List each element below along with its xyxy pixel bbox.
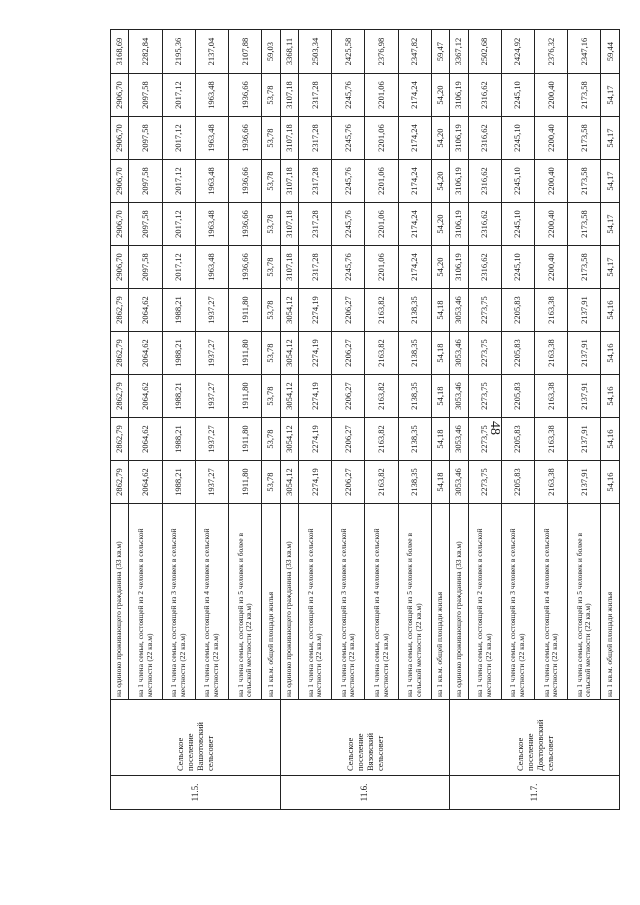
value-cell: 54,16 (601, 375, 620, 418)
tariff-table (110, 29, 620, 810)
value-cell: 3054,12 (280, 375, 298, 418)
value-cell: 2245,76 (332, 160, 365, 203)
value-cell: 2906,70 (111, 246, 129, 289)
value-cell: 2205,83 (501, 418, 534, 461)
value-cell: 2097,58 (129, 117, 162, 160)
value-cell: 2205,83 (501, 289, 534, 332)
value-cell: 54,18 (431, 375, 449, 418)
value-cell: 2200,40 (535, 117, 568, 160)
rotated-table-wrapper (110, 30, 620, 810)
value-cell: 54,20 (431, 160, 449, 203)
value-cell: 54,17 (601, 117, 620, 160)
category-cell: на 1 члена семьи, состоящей из 2 человек в сельской местности (22 кв.м) (468, 504, 501, 700)
page-number: 48 (487, 421, 502, 435)
value-cell: 2274,19 (299, 418, 332, 461)
value-cell: 2137,04 (195, 30, 228, 74)
value-cell: 2274,19 (299, 289, 332, 332)
value-cell: 2245,76 (332, 246, 365, 289)
value-cell: 2174,24 (398, 74, 431, 117)
category-cell: на 1 члена семьи, состоящей из 5 человек и более в сельской местности (22 кв.м) (568, 504, 601, 700)
value-cell: 3054,12 (280, 289, 298, 332)
table-row (229, 30, 262, 810)
value-cell: 2347,16 (568, 30, 601, 74)
value-cell: 2376,98 (365, 30, 398, 74)
value-cell: 2201,06 (365, 160, 398, 203)
value-cell: 2274,19 (299, 332, 332, 375)
value-cell: 1936,66 (229, 160, 262, 203)
value-cell: 1963,48 (195, 203, 228, 246)
category-cell: на одиноко проживающего гражданина (33 кв.м) (280, 504, 298, 700)
value-cell: 2017,12 (162, 203, 195, 246)
value-cell: 1988,21 (162, 461, 195, 504)
value-cell: 3107,18 (280, 246, 298, 289)
value-cell: 2862,79 (111, 289, 129, 332)
value-cell: 2174,24 (398, 117, 431, 160)
value-cell: 2163,82 (365, 461, 398, 504)
value-cell: 2862,79 (111, 332, 129, 375)
value-cell: 1988,21 (162, 375, 195, 418)
value-cell: 59,44 (601, 30, 620, 74)
value-cell: 2017,12 (162, 246, 195, 289)
value-cell: 54,16 (601, 461, 620, 504)
table-row (262, 30, 280, 810)
category-cell: на 1 кв.м. общей площади жилья (601, 504, 620, 700)
category-cell: на 1 члена семьи, состоящей из 3 человек в сельской местности (22 кв.м) (162, 504, 195, 700)
category-cell: на одиноко проживающего гражданина (33 кв.м) (111, 504, 129, 700)
value-cell: 1963,48 (195, 117, 228, 160)
value-cell: 1911,80 (229, 289, 262, 332)
value-cell: 54,16 (601, 418, 620, 461)
value-cell: 2173,58 (568, 246, 601, 289)
value-cell: 2200,40 (535, 203, 568, 246)
value-cell: 54,16 (601, 332, 620, 375)
value-cell: 2138,35 (398, 418, 431, 461)
value-cell: 2205,83 (501, 461, 534, 504)
category-cell: на 1 члена семьи, состоящей из 2 человек в сельской местности (22 кв.м) (129, 504, 162, 700)
value-cell: 59,47 (431, 30, 449, 74)
value-cell: 2245,10 (501, 117, 534, 160)
value-cell: 2245,10 (501, 203, 534, 246)
value-cell: 2273,75 (468, 289, 501, 332)
value-cell: 2245,76 (332, 74, 365, 117)
value-cell: 2206,27 (332, 375, 365, 418)
settlement-name: Сельское поселение Докторовский сельсовет (450, 700, 620, 776)
value-cell: 2862,79 (111, 375, 129, 418)
value-cell: 2064,62 (129, 418, 162, 461)
value-cell: 1963,48 (195, 74, 228, 117)
value-cell: 2862,79 (111, 461, 129, 504)
value-cell: 3054,12 (280, 461, 298, 504)
value-cell: 1963,48 (195, 246, 228, 289)
value-cell: 2017,12 (162, 74, 195, 117)
value-cell: 2316,62 (468, 246, 501, 289)
table-row (450, 30, 468, 810)
value-cell: 2206,27 (332, 332, 365, 375)
value-cell: 2906,70 (111, 74, 129, 117)
value-cell: 2200,40 (535, 246, 568, 289)
value-cell: 3168,69 (111, 30, 129, 74)
value-cell: 3107,18 (280, 160, 298, 203)
value-cell: 2173,58 (568, 74, 601, 117)
value-cell: 1936,66 (229, 246, 262, 289)
value-cell: 2137,91 (568, 289, 601, 332)
value-cell: 2064,62 (129, 289, 162, 332)
value-cell: 53,78 (262, 289, 280, 332)
value-cell: 54,16 (601, 289, 620, 332)
value-cell: 1988,21 (162, 418, 195, 461)
value-cell: 2273,75 (468, 461, 501, 504)
value-cell: 2195,36 (162, 30, 195, 74)
table-row (568, 30, 601, 810)
value-cell: 1936,66 (229, 203, 262, 246)
value-cell: 2317,28 (299, 117, 332, 160)
value-cell: 59,03 (262, 30, 280, 74)
value-cell: 54,20 (431, 117, 449, 160)
category-cell: на одиноко проживающего гражданина (33 кв.м) (450, 504, 468, 700)
value-cell: 2064,62 (129, 332, 162, 375)
table-row (162, 30, 195, 810)
value-cell: 2201,06 (365, 203, 398, 246)
value-cell: 2138,35 (398, 375, 431, 418)
value-cell: 3053,46 (450, 461, 468, 504)
value-cell: 1936,66 (229, 117, 262, 160)
value-cell: 2347,82 (398, 30, 431, 74)
value-cell: 3106,19 (450, 117, 468, 160)
value-cell: 2316,62 (468, 160, 501, 203)
table-row (299, 30, 332, 810)
value-cell: 3053,46 (450, 375, 468, 418)
value-cell: 2906,70 (111, 203, 129, 246)
value-cell: 3053,46 (450, 418, 468, 461)
category-cell: на 1 кв.м. общей площади жилья (262, 504, 280, 700)
section-number: 11.7. (450, 776, 620, 810)
value-cell: 2245,10 (501, 160, 534, 203)
value-cell: 3053,46 (450, 289, 468, 332)
value-cell: 2201,06 (365, 246, 398, 289)
value-cell: 1936,66 (229, 74, 262, 117)
table-row (398, 30, 431, 810)
category-cell: на 1 члена семьи, состоящей из 3 человек в сельской местности (22 кв.м) (501, 504, 534, 700)
value-cell: 2274,19 (299, 461, 332, 504)
value-cell: 2137,91 (568, 332, 601, 375)
value-cell: 3367,12 (450, 30, 468, 74)
value-cell: 2137,91 (568, 375, 601, 418)
value-cell: 53,78 (262, 117, 280, 160)
value-cell: 2064,62 (129, 461, 162, 504)
value-cell: 2316,62 (468, 74, 501, 117)
value-cell: 2174,24 (398, 203, 431, 246)
category-cell: на 1 члена семьи, состоящей из 4 человек в сельской местности (22 кв.м) (365, 504, 398, 700)
table-row (111, 30, 129, 810)
value-cell: 2316,62 (468, 203, 501, 246)
value-cell: 2200,40 (535, 160, 568, 203)
value-cell: 53,78 (262, 332, 280, 375)
value-cell: 2097,58 (129, 203, 162, 246)
value-cell: 2205,83 (501, 375, 534, 418)
value-cell: 2906,70 (111, 160, 129, 203)
value-cell: 3106,19 (450, 74, 468, 117)
value-cell: 2173,58 (568, 203, 601, 246)
value-cell: 53,78 (262, 461, 280, 504)
value-cell: 2206,27 (332, 418, 365, 461)
category-cell: на 1 члена семьи, состоящей из 4 человек в сельской местности (22 кв.м) (195, 504, 228, 700)
value-cell: 2201,06 (365, 74, 398, 117)
value-cell: 54,17 (601, 160, 620, 203)
value-cell: 2273,75 (468, 418, 501, 461)
value-cell: 54,17 (601, 74, 620, 117)
value-cell: 3106,19 (450, 160, 468, 203)
value-cell: 2316,62 (468, 117, 501, 160)
value-cell: 1911,80 (229, 418, 262, 461)
value-cell: 54,18 (431, 418, 449, 461)
value-cell: 3107,18 (280, 117, 298, 160)
value-cell: 2201,06 (365, 117, 398, 160)
value-cell: 1988,21 (162, 332, 195, 375)
value-cell: 1988,21 (162, 289, 195, 332)
value-cell: 2097,58 (129, 74, 162, 117)
value-cell: 54,18 (431, 332, 449, 375)
value-cell: 2282,84 (129, 30, 162, 74)
value-cell: 2273,75 (468, 332, 501, 375)
value-cell: 2163,38 (535, 375, 568, 418)
value-cell: 2163,82 (365, 332, 398, 375)
value-cell: 2245,10 (501, 246, 534, 289)
value-cell: 53,78 (262, 74, 280, 117)
value-cell: 2173,58 (568, 160, 601, 203)
table-row (195, 30, 228, 810)
table-row (501, 30, 534, 810)
category-cell: на 1 члена семьи, состоящей из 5 человек и более в сельской местности (22 кв.м) (229, 504, 262, 700)
value-cell: 54,17 (601, 203, 620, 246)
value-cell: 2163,82 (365, 418, 398, 461)
value-cell: 2163,82 (365, 289, 398, 332)
value-cell: 1937,27 (195, 289, 228, 332)
table-row (129, 30, 162, 810)
value-cell: 3106,19 (450, 246, 468, 289)
table-row (601, 30, 620, 810)
table-row (535, 30, 568, 810)
value-cell: 2138,35 (398, 461, 431, 504)
value-cell: 3107,18 (280, 203, 298, 246)
value-cell: 54,17 (601, 246, 620, 289)
value-cell: 2317,28 (299, 160, 332, 203)
value-cell: 2017,12 (162, 117, 195, 160)
value-cell: 54,20 (431, 203, 449, 246)
value-cell: 2107,88 (229, 30, 262, 74)
value-cell: 2163,38 (535, 418, 568, 461)
value-cell: 54,18 (431, 289, 449, 332)
value-cell: 53,78 (262, 375, 280, 418)
value-cell: 1911,80 (229, 461, 262, 504)
value-cell: 2274,19 (299, 375, 332, 418)
value-cell: 3053,46 (450, 332, 468, 375)
value-cell: 2424,92 (501, 30, 534, 74)
value-cell: 2906,70 (111, 117, 129, 160)
value-cell: 2317,28 (299, 74, 332, 117)
table-row (280, 30, 298, 810)
value-cell: 3107,18 (280, 74, 298, 117)
value-cell: 1937,27 (195, 375, 228, 418)
category-cell: на 1 члена семьи, состоящей из 2 человек в сельской местности (22 кв.м) (299, 504, 332, 700)
value-cell: 3054,12 (280, 418, 298, 461)
value-cell: 2173,58 (568, 117, 601, 160)
value-cell: 2064,62 (129, 375, 162, 418)
value-cell: 2137,91 (568, 418, 601, 461)
table-row (332, 30, 365, 810)
table-row (365, 30, 398, 810)
section-number: 11.5. (111, 776, 281, 810)
table-row (468, 30, 501, 810)
value-cell: 3106,19 (450, 203, 468, 246)
value-cell: 2206,27 (332, 289, 365, 332)
value-cell: 2163,82 (365, 375, 398, 418)
value-cell: 2245,76 (332, 117, 365, 160)
value-cell: 2137,91 (568, 461, 601, 504)
value-cell: 1937,27 (195, 461, 228, 504)
value-cell: 2317,28 (299, 203, 332, 246)
value-cell: 53,78 (262, 246, 280, 289)
value-cell: 2097,58 (129, 246, 162, 289)
value-cell: 1911,80 (229, 375, 262, 418)
value-cell: 2017,12 (162, 160, 195, 203)
value-cell: 53,78 (262, 203, 280, 246)
value-cell: 1937,27 (195, 332, 228, 375)
value-cell: 2174,24 (398, 160, 431, 203)
value-cell: 2097,58 (129, 160, 162, 203)
value-cell: 53,78 (262, 418, 280, 461)
value-cell: 2317,28 (299, 246, 332, 289)
section-number: 11.6. (280, 776, 450, 810)
value-cell: 1937,27 (195, 418, 228, 461)
category-cell: на 1 члена семьи, состоящей из 4 человек в сельской местности (22 кв.м) (535, 504, 568, 700)
value-cell: 2163,38 (535, 332, 568, 375)
value-cell: 2245,10 (501, 74, 534, 117)
value-cell: 2163,38 (535, 461, 568, 504)
category-cell: на 1 члена семьи, состоящей из 5 человек и более в сельской местности (22 кв.м) (398, 504, 431, 700)
value-cell: 2503,34 (299, 30, 332, 74)
value-cell: 2138,35 (398, 332, 431, 375)
value-cell: 54,20 (431, 74, 449, 117)
value-cell: 2206,27 (332, 461, 365, 504)
value-cell: 2425,58 (332, 30, 365, 74)
value-cell: 2502,68 (468, 30, 501, 74)
value-cell: 2174,24 (398, 246, 431, 289)
settlement-name: Сельское поселение Вязовский сельсовет (280, 700, 450, 776)
value-cell: 2163,38 (535, 289, 568, 332)
value-cell: 3054,12 (280, 332, 298, 375)
value-cell: 53,78 (262, 160, 280, 203)
category-cell: на 1 кв.м. общей площади жилья (431, 504, 449, 700)
value-cell: 54,18 (431, 461, 449, 504)
value-cell: 54,20 (431, 246, 449, 289)
value-cell: 2138,35 (398, 289, 431, 332)
value-cell: 2862,79 (111, 418, 129, 461)
table-row (431, 30, 449, 810)
value-cell: 2200,40 (535, 74, 568, 117)
category-cell: на 1 члена семьи, состоящей из 3 человек в сельской местности (22 кв.м) (332, 504, 365, 700)
value-cell: 1963,48 (195, 160, 228, 203)
value-cell: 2245,76 (332, 203, 365, 246)
value-cell: 1911,80 (229, 332, 262, 375)
value-cell: 2205,83 (501, 332, 534, 375)
value-cell: 2273,75 (468, 375, 501, 418)
value-cell: 3368,11 (280, 30, 298, 74)
settlement-name: Сельское поселение Вашотовский сельсовет (111, 700, 281, 776)
value-cell: 2376,32 (535, 30, 568, 74)
